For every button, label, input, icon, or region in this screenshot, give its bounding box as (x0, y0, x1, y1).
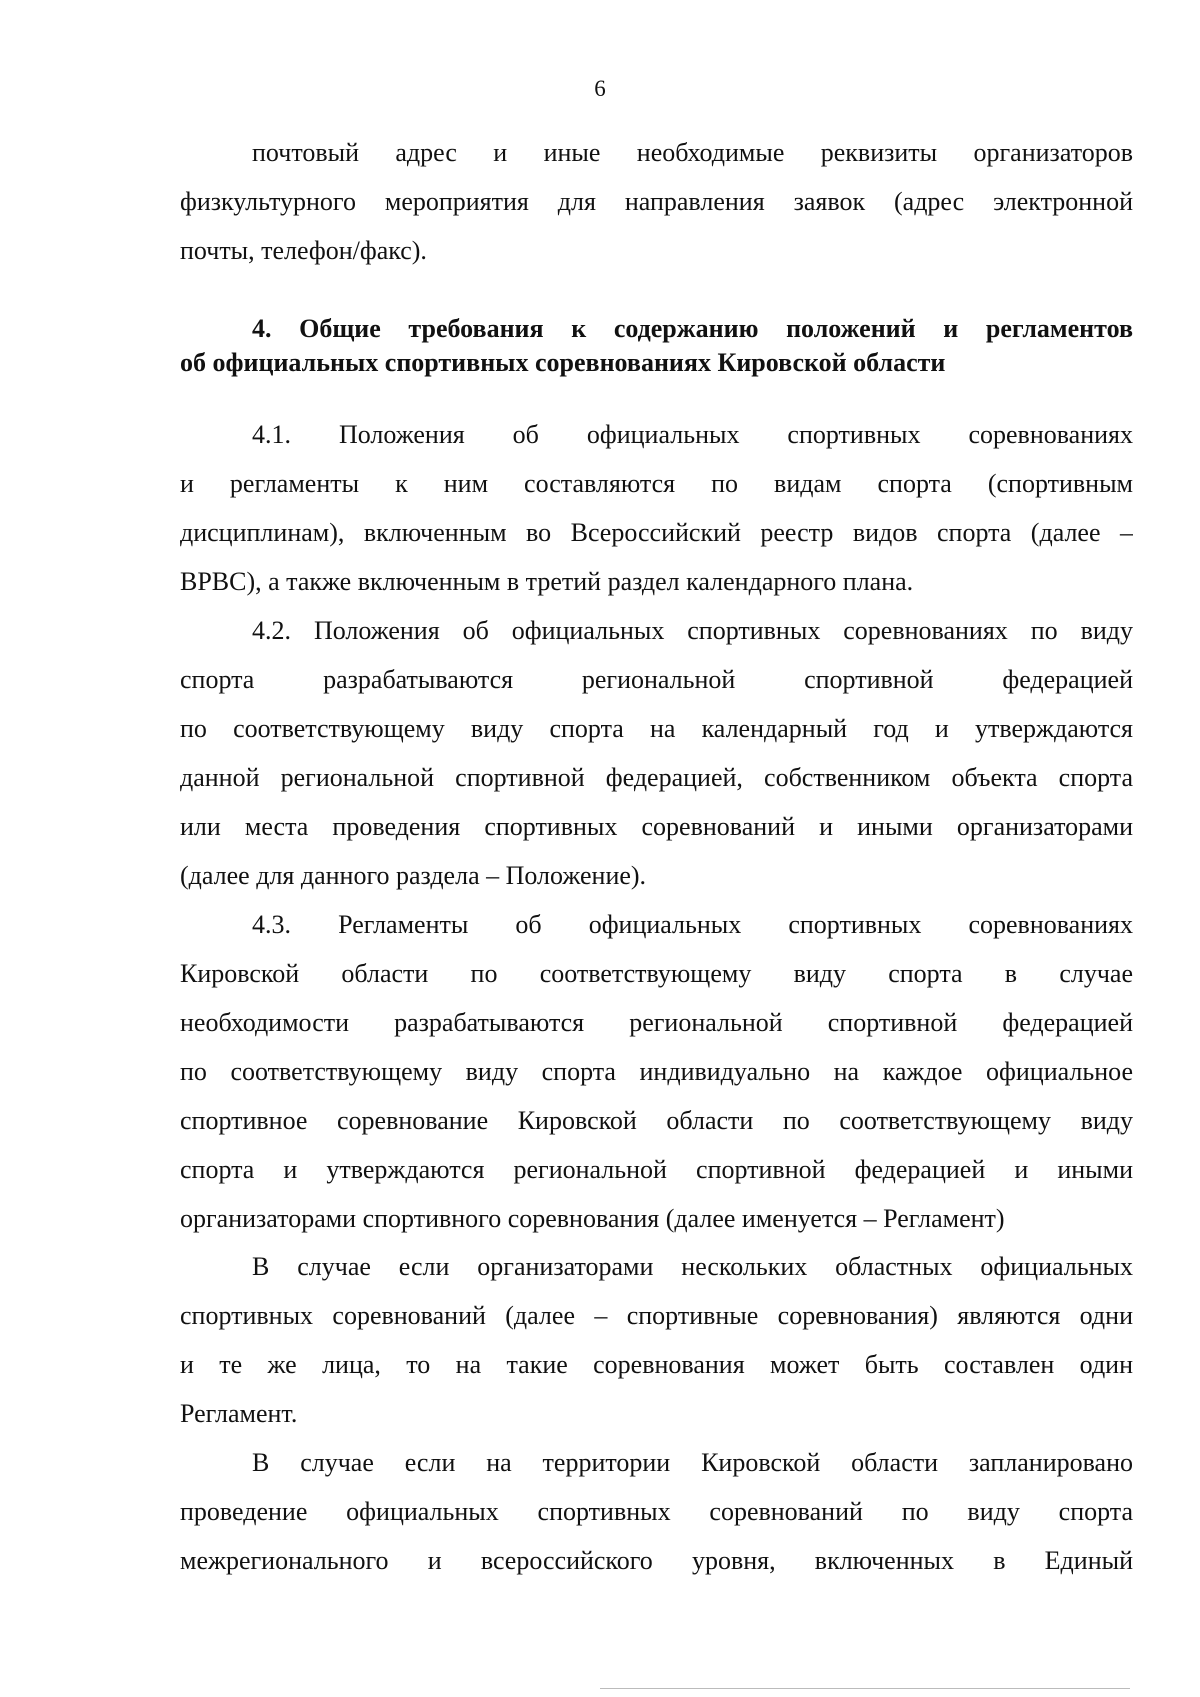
text-line: организаторами спортивного соревнования (далее именуется – Регламент) (180, 1204, 1005, 1233)
paragraph-4-3 (180, 900, 1133, 1243)
text-line: В случае если организаторами нескольких областных официальных (252, 1252, 1133, 1281)
text-line: (далее для данного раздела – Положение). (180, 861, 647, 890)
text-line: спорта и утверждаются региональной спортивной федерацией и иными (180, 1155, 1133, 1184)
text-line: межрегионального и всероссийского уровня, включенных в Единый (180, 1546, 1133, 1575)
text-line: дисциплинам), включенным во Всероссийский реестр видов спорта (далее – (180, 518, 1133, 547)
text-line: спорта разрабатываются региональной спортивной федерацией (180, 665, 1133, 694)
intro-paragraph (180, 128, 1133, 275)
text-line: и те же лица, то на такие соревнования может быть составлен один (180, 1350, 1133, 1379)
text-line: 4.2. Положения об официальных спортивных соревнованиях по виду (252, 616, 1133, 645)
text-line: спортивное соревнование Кировской области по соответствующему виду (180, 1106, 1133, 1135)
text-line: Кировской области по соответствующему виду спорта в случае (180, 959, 1133, 988)
paragraph-4-2 (180, 606, 1133, 900)
paragraph-case-2 (180, 1438, 1133, 1585)
section-heading (180, 312, 1133, 380)
text-line: данной региональной спортивной федерацией, собственником объекта спорта (180, 763, 1133, 792)
paragraph-case-1 (180, 1242, 1133, 1438)
text-line: физкультурного мероприятия для направления заявок (адрес электронной (180, 187, 1133, 216)
text-line: 4.1. Положения об официальных спортивных соревнованиях (252, 420, 1133, 449)
text-line: спортивных соревнований (далее – спортивные соревнования) являются одни (180, 1301, 1133, 1330)
text-line: почты, телефон/факс). (180, 236, 427, 265)
text-line: почтовый адрес и иные необходимые реквизиты организаторов (252, 138, 1133, 167)
text-line: 4.3. Регламенты об официальных спортивных соревнованиях (252, 910, 1133, 939)
text-line: Регламент. (180, 1399, 298, 1428)
heading-line: 4. Общие требования к содержанию положений и регламентов (252, 314, 1133, 343)
paragraph-4-1 (180, 410, 1133, 606)
text-line: ВРВС), а также включенным в третий раздел календарного плана. (180, 567, 914, 596)
heading-line: об официальных спортивных соревнованиях Кировской области (180, 348, 946, 377)
text-line: и регламенты к ним составляются по видам спорта (спортивным (180, 469, 1133, 498)
text-line: В случае если на территории Кировской области запланировано (252, 1448, 1133, 1477)
text-line: по соответствующему виду спорта индивидуально на каждое официальное (180, 1057, 1133, 1086)
text-line: необходимости разрабатываются региональной спортивной федерацией (180, 1008, 1133, 1037)
text-line: или места проведения спортивных соревнований и иными организаторами (180, 812, 1133, 841)
text-line: проведение официальных спортивных соревнований по виду спорта (180, 1497, 1133, 1526)
scan-edge-line (600, 1688, 1130, 1689)
text-line: по соответствующему виду спорта на календарный год и утверждаются (180, 714, 1133, 743)
page-number: 6 (594, 76, 606, 101)
